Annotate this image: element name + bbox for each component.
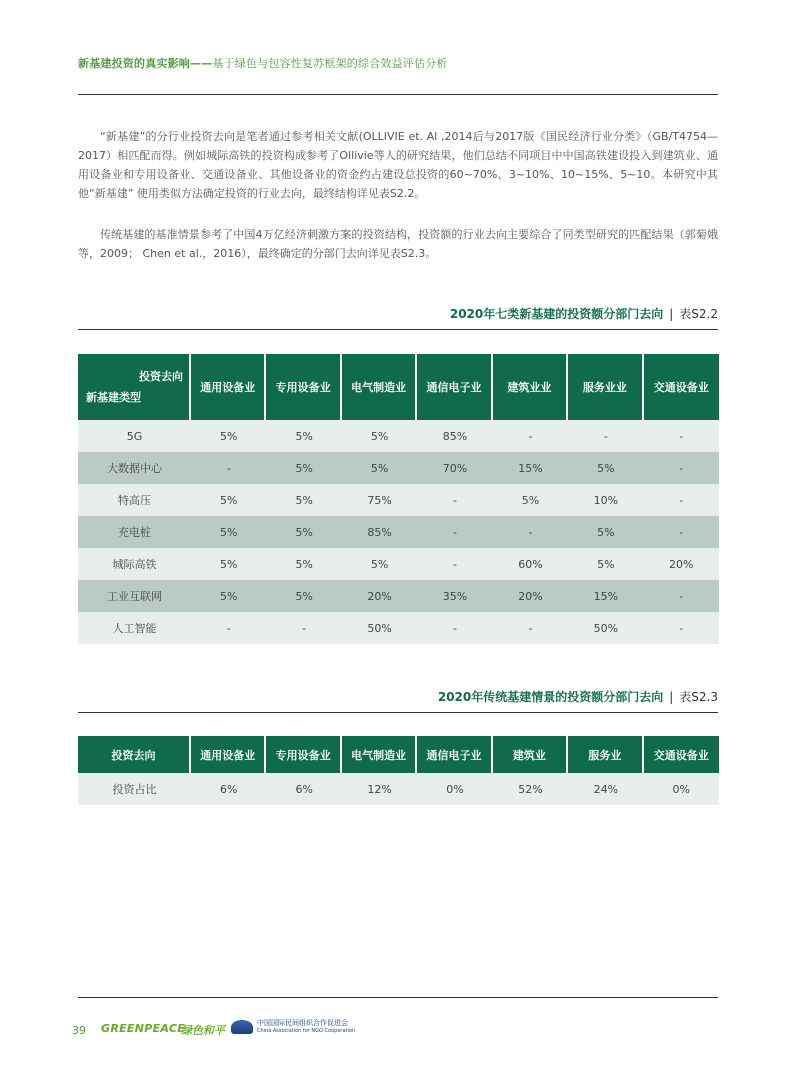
table-cell: 12%	[342, 773, 417, 805]
table-cell: 5%	[342, 452, 417, 484]
greenpeace-logo-cn: 绿色和平	[181, 1024, 225, 1037]
table-cell: 20%	[644, 548, 719, 580]
table1-column-header: 建筑业业	[493, 354, 568, 420]
table-cell: -	[493, 612, 568, 644]
table-cell: 60%	[493, 548, 568, 580]
table2-caption-title: 2020年传统基建情景的投资额分部门去向	[437, 690, 664, 704]
header-title-main: 新基建投资的真实影响——	[78, 57, 213, 70]
table-cell: 5%	[191, 484, 266, 516]
table1-column-header: 服务业业	[568, 354, 643, 420]
table-cell: 5%	[342, 420, 417, 452]
table-cell: 5%	[568, 548, 643, 580]
table-s2-2	[78, 354, 719, 644]
table2-corner-header: 投资去向	[78, 736, 191, 773]
table-cell: 50%	[568, 612, 643, 644]
table-row	[78, 484, 719, 516]
table-cell: -	[191, 612, 266, 644]
table-cell: 0%	[417, 773, 492, 805]
table-cell: 35%	[417, 580, 492, 612]
cango-name-cn: 中国国际民间组织合作促进会	[257, 1019, 348, 1027]
header-title-sub: 基于绿色与包容性复苏框架的综合效益评估分析	[212, 57, 448, 70]
table-row	[78, 773, 719, 805]
table-cell: 5%	[266, 548, 341, 580]
table-cell: 5%	[266, 452, 341, 484]
table1-column-header: 专用设备业	[266, 354, 341, 420]
table-cell: 5%	[568, 452, 643, 484]
table-cell: -	[417, 484, 492, 516]
table-cell: 5%	[191, 548, 266, 580]
table-cell: -	[644, 580, 719, 612]
table-cell: 75%	[342, 484, 417, 516]
table-cell: 5%	[266, 420, 341, 452]
table-cell: 15%	[568, 580, 643, 612]
paragraph-2-line: 传统基建的基准情景参考了中国4万亿经济刺激方案的投资结构，投资额的行业去向主要综合了同类型研究的匹配结	[100, 228, 663, 241]
table2-caption-divider	[78, 712, 718, 713]
paragraph-1-line: 入到建筑业、通用设备业和专用设备业、交通设备业、其他设备业的资金约占建设总投资的60~70%、3~10%、10~15%、	[78, 149, 719, 181]
paragraph-1-line: 5~10。本研究中其他“新基建” 使用类似方法确定投资的行业去向，最终结构详见表S2.2。	[78, 168, 718, 200]
table2-column-header: 交通设备业	[644, 736, 719, 773]
table-cell: 5%	[266, 484, 341, 516]
table2-column-header: 专用设备业	[266, 736, 341, 773]
table-row	[78, 612, 719, 644]
table-cell: 0%	[644, 773, 719, 805]
table1-caption-title: 2020年七类新基建的投资额分部门去向	[449, 307, 664, 321]
table-cell: -	[644, 516, 719, 548]
table2-caption	[78, 688, 718, 705]
table1-corner-header	[78, 354, 191, 420]
table-row	[78, 516, 719, 548]
paragraph-1	[78, 127, 718, 203]
page-number: 39	[72, 1024, 86, 1037]
table1-caption	[78, 305, 718, 322]
table-cell: 6%	[191, 773, 266, 805]
table-row	[78, 548, 719, 580]
table-cell: 24%	[568, 773, 643, 805]
table-cell: 85%	[417, 420, 492, 452]
table-cell: -	[266, 612, 341, 644]
paragraph-2-line: 果（郭菊娥 等，2009； Chen et al.，2016），最终确定的分部门去向详见表S2.3。	[78, 228, 718, 260]
table-s2-3	[78, 736, 719, 805]
table-row	[78, 580, 719, 612]
table-cell: 5%	[191, 516, 266, 548]
table-cell: 5%	[191, 420, 266, 452]
table-cell: 5%	[266, 516, 341, 548]
cango-name-en: China Association for NGO Cooperation	[257, 1028, 356, 1034]
cango-logo-text	[257, 1019, 355, 1035]
row-label: 特高压	[78, 484, 191, 516]
table1-caption-separator: |	[669, 307, 674, 321]
table-cell: 5%	[568, 516, 643, 548]
paragraph-1-line: 4754—2017）相匹配而得。例如城际高铁的投资构成参考了Ollivie等人的研究结果，他们总结不同项目中中国高铁建设投	[78, 130, 718, 162]
table-cell: 10%	[568, 484, 643, 516]
table-cell: -	[493, 516, 568, 548]
footer-divider	[78, 997, 718, 998]
table-cell: 5%	[342, 548, 417, 580]
table-cell: 70%	[417, 452, 492, 484]
table-cell: 6%	[266, 773, 341, 805]
table2-column-header: 建筑业	[493, 736, 568, 773]
header-divider	[78, 94, 718, 95]
table2-caption-separator: |	[669, 690, 674, 704]
table-cell: 20%	[342, 580, 417, 612]
cango-logo	[231, 1019, 355, 1035]
table1-corner-bottom: 新基建类型	[86, 391, 141, 404]
row-label: 人工智能	[78, 612, 191, 644]
table-cell: 50%	[342, 612, 417, 644]
table-cell: -	[417, 548, 492, 580]
table1-column-header: 交通设备业	[644, 354, 719, 420]
table-cell: 20%	[493, 580, 568, 612]
row-label: 城际高铁	[78, 548, 191, 580]
table-cell: 5%	[493, 484, 568, 516]
row-label: 5G	[78, 420, 191, 452]
paragraph-1-line: “新基建”的分行业投资去向是笔者通过参考相关文献(OLLIVIE et. Al ,2014后与2017版《国民经济行业分类》（GB/T	[100, 130, 679, 143]
table-cell: 52%	[493, 773, 568, 805]
row-label: 工业互联网	[78, 580, 191, 612]
table-cell: -	[568, 420, 643, 452]
table2-caption-label: 表S2.3	[679, 690, 718, 704]
table-row	[78, 452, 719, 484]
table-cell: -	[644, 484, 719, 516]
greenpeace-logo: GREENPEACE	[101, 1022, 186, 1035]
table1-corner-top: 投资去向	[139, 370, 184, 383]
table-row	[78, 420, 719, 452]
table-cell: -	[417, 612, 492, 644]
table-cell: -	[493, 420, 568, 452]
table2-column-header: 通信电子业	[417, 736, 492, 773]
table-cell: -	[644, 420, 719, 452]
table1-caption-divider	[78, 329, 718, 330]
table-cell: 15%	[493, 452, 568, 484]
table1-column-header: 通用设备业	[191, 354, 266, 420]
row-label: 投资占比	[78, 773, 191, 805]
table-cell: -	[191, 452, 266, 484]
table1-column-header: 电气制造业	[342, 354, 417, 420]
table1-column-header: 通信电子业	[417, 354, 492, 420]
table-cell: -	[644, 452, 719, 484]
paragraph-2	[78, 225, 718, 263]
table-cell: -	[644, 612, 719, 644]
row-label: 大数据中心	[78, 452, 191, 484]
table-cell: -	[417, 516, 492, 548]
cango-emblem-icon	[231, 1020, 253, 1034]
table1-caption-label: 表S2.2	[679, 307, 718, 321]
table-cell: 5%	[266, 580, 341, 612]
table2-column-header: 服务业	[568, 736, 643, 773]
table-cell: 5%	[191, 580, 266, 612]
row-label: 充电桩	[78, 516, 191, 548]
table2-column-header: 通用设备业	[191, 736, 266, 773]
table-cell: 85%	[342, 516, 417, 548]
running-header	[78, 55, 448, 71]
table2-column-header: 电气制造业	[342, 736, 417, 773]
